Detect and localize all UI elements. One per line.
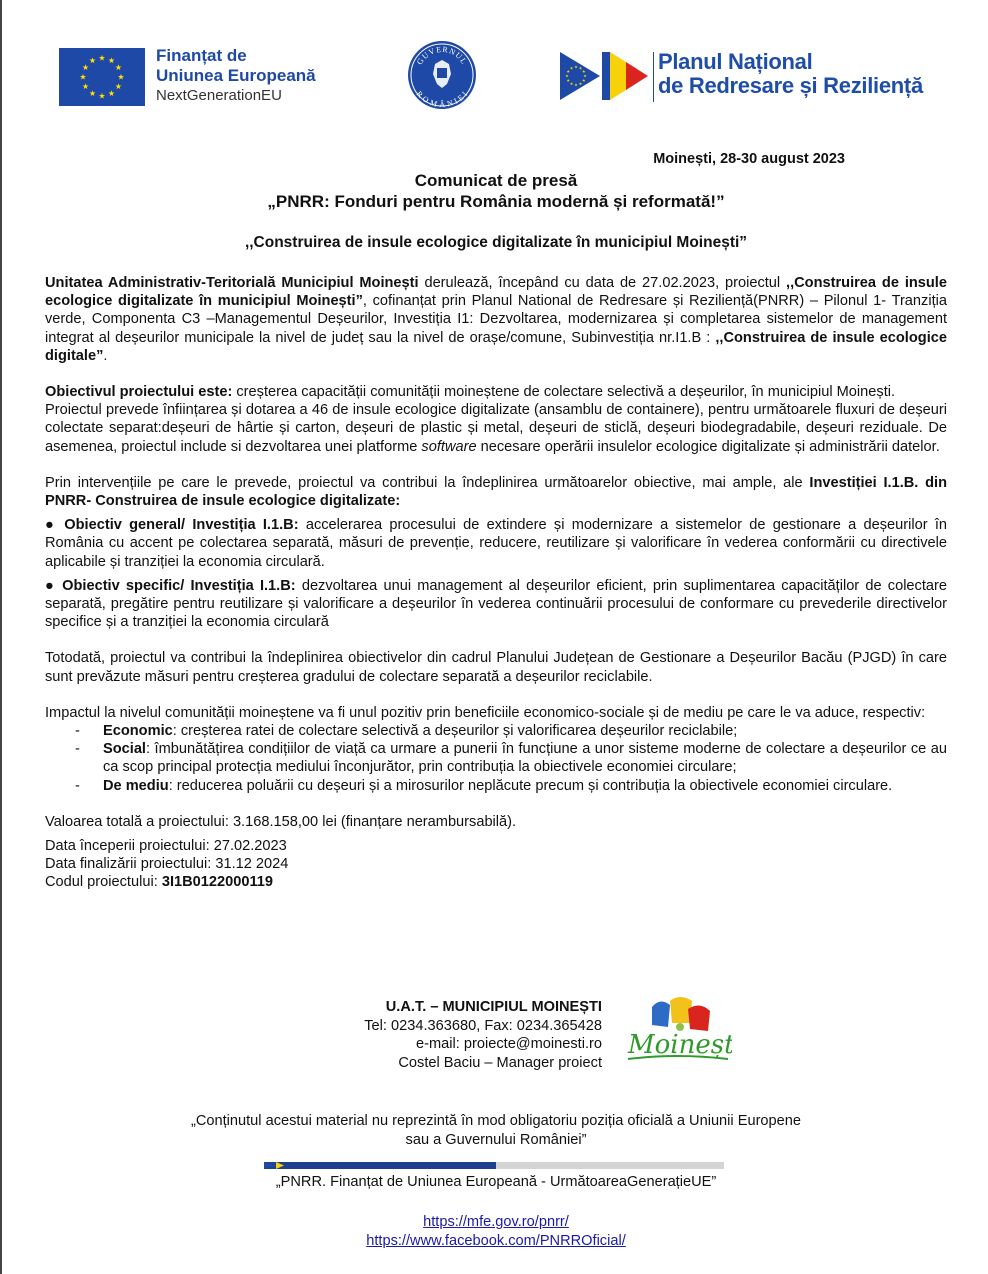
- eu-star: [115, 83, 121, 89]
- eu-flag-icon: [59, 48, 145, 106]
- footer-links: [2, 1213, 988, 1250]
- intro-text-1: derulează, începând cu data de 27.02.2023, proiectul: [418, 275, 787, 291]
- uat-name: Unitatea Administrativ-Teritorială Municipiul Moinești: [45, 275, 419, 291]
- contact-manager: Costel Baciu – Manager proiect: [398, 1054, 602, 1071]
- eu-logo-line2: Uniunea Europeană: [156, 66, 316, 85]
- seal-top-text: GUVERNUL: [415, 44, 469, 67]
- project-title: ,,Construirea de insule ecologice digitalizate în municipiul Moinești”: [244, 234, 748, 251]
- impact-intro: Impactul la nivelul comunității moineștene va fi unul pozitiv prin beneficiile economico-sociale și de mediu pe care le va aduce, respectiv:: [45, 704, 926, 721]
- mfe-pnrr-link[interactable]: https://mfe.gov.ro/pnrr/: [423, 1214, 569, 1230]
- bullet-label: ● Obiectiv specific/ Investiția I.1.B:: [45, 577, 296, 594]
- bullet-text: accelerarea procesului de extindere și modernizare a sistemelor de gestionare a deșeurilor în România cu accent pe colectarea separată, măsuri de prevenție, reducere, reutilizare și valorificare în vederea conformării cu directivele aplicabile și tranziției la economia circulară.: [45, 517, 947, 570]
- eu-star: [89, 90, 95, 96]
- disclaimer-line2: sau a Guvernului României”: [405, 1131, 587, 1148]
- pnrr-funding-line: „PNRR. Finanțat de Uniunea Europeană - UrmătoareaGenerațieUE”: [275, 1174, 717, 1190]
- eu-star: [89, 57, 95, 63]
- pnrr-logo-divider: [653, 52, 654, 102]
- slogan-title: „PNRR: Fonduri pentru România modernă și reformată!”: [267, 192, 725, 211]
- eu-logo-line3: NextGenerationEU: [156, 87, 282, 104]
- objective-details: [45, 401, 947, 456]
- eu-star: [99, 55, 105, 61]
- eu-funding-logo-text: [156, 46, 316, 106]
- contact-phone: Tel: 0234.363680, Fax: 0234.365428: [364, 1017, 602, 1034]
- disclaimer-line1: „Conținutul acestui material nu reprezintă în mod obligatoriu poziția oficială a Uniunii Europene: [190, 1113, 802, 1129]
- pnrr-logo-line1: Planul Național: [658, 49, 813, 74]
- total-value: Valoarea totală a proiectului: 3.168.158,00 lei (finanțare nerambursabilă).: [45, 813, 517, 830]
- intro-text-3: .: [103, 347, 108, 364]
- objective-details-2: necesare operării insulelor ecologice digitalizate și administrării datelor.: [476, 438, 940, 455]
- dateline: Moinești, 28-30 august 2023: [653, 151, 845, 167]
- impact-item-environment: [45, 777, 947, 795]
- dash-marker: -: [75, 777, 80, 794]
- intro-text-2: , cofinanțat prin Planul National de Redresare și Reziliență(PNRR) – Pilonul 1- Tranziția verde, Componenta C3 –Managementul Deșeurilor, Investiția I1: Dezvoltarea, modernizarea și completarea sistemelor de management integrat al deșeurilor municipale la nivel de județ sau la nivel de orașe/comune, Subinvestiția nr.I1.B :: [45, 293, 947, 346]
- impact-text: : îmbunătățirea condițiilor de viață ca urmare a punerii în funcțiune a unor sisteme moderne de colectare a deșeurilor ce au ca scop principal protecția mediului înconjurător, prin contribuția la obiectivele economiei circulare;: [103, 741, 947, 776]
- impact-text: : reducerea poluării cu deșeuri și a mirosurilor neplăcute precum și contribuția la obiectivele economiei circulare.: [168, 777, 893, 794]
- dash-marker: -: [75, 741, 80, 758]
- eu-star: [83, 83, 89, 89]
- moinesti-logo-icon: [622, 995, 732, 1065]
- subinvestment-name: ,,Construirea de insule ecologice digitale”: [45, 329, 947, 364]
- impact-label: De mediu: [103, 777, 169, 794]
- pnrr-arrows-icon: [560, 50, 648, 102]
- eu-star: [118, 74, 124, 80]
- interventions-paragraph: [45, 474, 947, 510]
- interventions-text: Prin intervențiile pe care le prevede, proiectul va contribui la îndeplinirea următoarelor obiective, mai ample, ale: [45, 474, 810, 491]
- seal-bottom-text: ROMÂNIEI: [414, 89, 470, 110]
- project-code: [45, 873, 947, 891]
- eu-star: [108, 90, 114, 96]
- impact-item-economic: [45, 722, 947, 740]
- start-date: Data începerii proiectului: 27.02.2023: [45, 838, 287, 855]
- moinesti-logo-text: Moinești: [628, 1030, 732, 1060]
- eu-star: [108, 57, 114, 63]
- interventions-bold: Investiției I.1.B. din PNRR- Construirea de insule ecologice digitalizate:: [45, 474, 947, 510]
- bullet-label: ● Obiectiv general/ Investiția I.1.B:: [45, 517, 299, 534]
- project-name: ,,Construirea de insule ecologice digitalizate în municipiul Moinești”: [45, 275, 947, 310]
- objective-details-1: Proiectul prevede înființarea și dotarea a 46 de insule ecologice digitalizate (ansamblu de containere), pentru următoarele fluxuri de deșeuri colectate separat:deșeuri de hârtie și carton, deșeuri de plastic și metal, deșeuri de sticlă, deșeuri biodegradabile, deșeuri reziduale. De asemenea, proiectul include si dezvoltarea unei platforme: [45, 402, 947, 455]
- dash-marker: -: [75, 723, 80, 740]
- document-body: [45, 274, 947, 892]
- contact-email: e-mail: proiecte@moinesti.ro: [416, 1036, 602, 1052]
- romanian-government-seal-icon: [407, 40, 477, 110]
- contact-block: [332, 998, 602, 1072]
- eu-star: [80, 74, 86, 80]
- objective-text: creșterea capacității comunității moineștene de colectare selectivă a deșeurilor, în municipiul Moinești.: [232, 384, 896, 401]
- eu-logo-line1: Finanțat de: [156, 46, 247, 65]
- pnrr-logo-line2: de Redresare și Reziliență: [658, 73, 923, 98]
- objective-label: Obiectivul proiectului este:: [45, 384, 233, 401]
- project-code-label: Codul proiectului:: [45, 874, 162, 891]
- disclaimer: [2, 1112, 988, 1149]
- contact-org: U.A.T. – MUNICIPIUL MOINEȘTI: [385, 999, 602, 1015]
- bullet-specific-objective: [45, 577, 947, 632]
- pnrr-footer-bar: [264, 1156, 724, 1163]
- impact-label: Economic: [103, 723, 173, 740]
- impact-item-social: [45, 740, 947, 776]
- end-date: Data finalizării proiectului: 31.12 2024: [45, 856, 289, 873]
- facebook-pnrr-link[interactable]: https://www.facebook.com/PNRROficial/: [366, 1232, 626, 1249]
- press-release-title: Comunicat de presă: [414, 171, 578, 190]
- bullet-general-objective: [45, 516, 947, 571]
- bullet-text: dezvoltarea unui management al deșeurilor eficient, prin suplimentarea capacităților de colectare separată, pregătire pentru reutilizare și valorificare a deșeurilor în vederea continuării procesului de conformare cu prevederile directivelor specifice și a tranziției la economia circulară: [45, 577, 947, 631]
- eu-star: [83, 64, 89, 70]
- pnrr-logo-text: [658, 50, 923, 98]
- county-plan-paragraph: Totodată, proiectul va contribui la îndeplinirea obiectivelor din cadrul Planului Județean de Gestionare a Deșeurilor Bacău (PJGD) în care sunt prevăzute măsuri pentru creșterea gradului de colectare separată a deșeurilor reciclabile.: [45, 650, 947, 685]
- impact-label: Social: [103, 741, 146, 758]
- intro-paragraph: [45, 274, 947, 365]
- eu-star: [99, 93, 105, 99]
- impact-list: [45, 722, 947, 795]
- eu-star: [115, 64, 121, 70]
- project-code-value: 3I1B0122000119: [161, 874, 274, 891]
- impact-text: : creșterea ratei de colectare selectivă a deșeurilor și valorificarea deșeurilor reciclabile;: [172, 723, 738, 740]
- software-word: software: [421, 438, 477, 455]
- objective-paragraph: [45, 383, 947, 401]
